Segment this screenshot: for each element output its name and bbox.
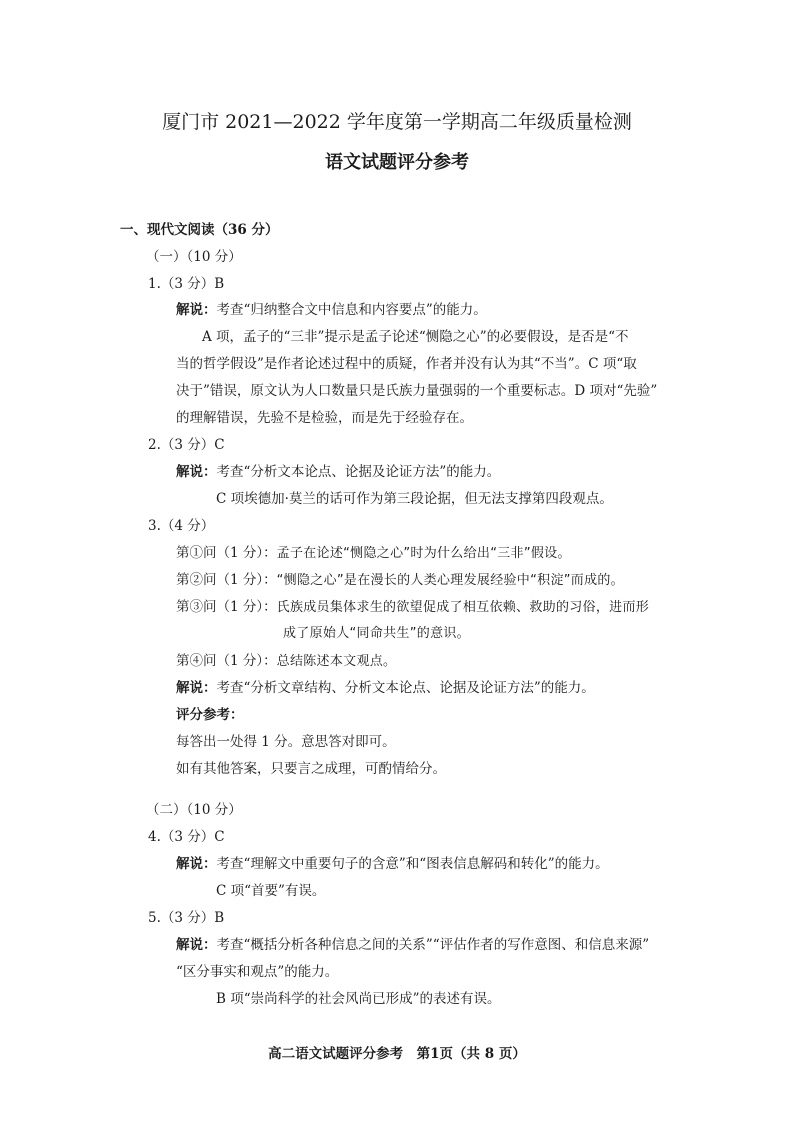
answer-label: 第②问（1 分）： <box>176 572 277 588</box>
score-reference-label: 评分参考： <box>176 707 244 723</box>
score-note: 每答出一处得 1 分。意思答对即可。 <box>176 734 396 750</box>
explanation-text: 考查“概括分析各种信息之间的关系”“评估作者的写作意图、和信息来源” <box>216 937 650 953</box>
page-subtitle: 语文试题评分参考 <box>325 152 469 173</box>
q3-answer-4 <box>176 649 396 669</box>
q4-head: 4.（3 分）C <box>148 829 225 845</box>
q3-head: 3.（4 分） <box>148 518 215 534</box>
q4-explanation <box>176 852 609 872</box>
explanation-label: 解说： <box>176 937 217 953</box>
score-note: 如有其他答案，只要言之成理，可酌情给分。 <box>176 761 446 777</box>
explanation-label: 解说： <box>176 856 217 872</box>
page-footer: 高二语文试题评分参考 第1页（共 8 页） <box>268 1046 526 1062</box>
q1-body-line: A 项，孟子的“三非”提示是孟子论述“恻隐之心”的必要假设，是否是“不 <box>202 329 629 345</box>
answer-label: 第③问（1 分）： <box>176 599 277 615</box>
q3-answer-2 <box>176 568 624 588</box>
q1-explanation <box>176 298 487 318</box>
q1-body-line: 当的哲学假设”是作者论述过程中的质疑，作者并没有认为其“不当”。C 项“取 <box>176 356 637 372</box>
q3-answer-3 <box>176 595 649 615</box>
explanation-label: 解说： <box>176 464 217 480</box>
explanation-label: 解说： <box>176 302 217 318</box>
answer-text: 孟子在论述“恻隐之心”时为什么给出“三非”假设。 <box>276 546 571 561</box>
section-heading: 一、现代文阅读（36 分） <box>120 222 279 238</box>
answer-label: 第④问（1 分）： <box>176 653 277 669</box>
part2-label: （二）（10 分） <box>146 802 242 818</box>
q2-explanation <box>176 460 500 480</box>
explanation-text: 考查“分析文本论点、论据及论证方法”的能力。 <box>216 464 501 480</box>
q4-body: C 项“首要”有误。 <box>216 883 326 899</box>
q2-body: C 项埃德加·莫兰的话可作为第三段论据，但无法支撑第四段观点。 <box>216 491 613 507</box>
q3-answer-3-cont: 成了原始人“同命共生”的意识。 <box>283 626 470 641</box>
answer-text: 总结陈述本文观点。 <box>276 654 397 669</box>
q5-head: 5.（3 分）B <box>148 910 225 926</box>
q1-body-line: 的理解错误，先验不是检验，而是先于经验存在。 <box>176 410 473 426</box>
q1-body-line: 决于”错误，原文认为人口数量只是氏族力量强弱的一个重要标志。D 项对“先验” <box>176 383 658 399</box>
answer-text: 氏族成员集体求生的欲望促成了相互依赖、救助的习俗，进而形 <box>276 600 650 615</box>
q5-explanation <box>176 933 649 953</box>
explanation-text: 考查“理解文中重要句子的含意”和“图表信息解码和转化”的能力。 <box>216 856 609 872</box>
q1-head: 1.（3 分）B <box>148 276 225 292</box>
part1-label: （一）（10 分） <box>146 249 242 265</box>
q5-body: B 项“崇尚科学的社会风尚已形成”的表述有误。 <box>216 991 501 1007</box>
q3-answer-1 <box>176 541 571 561</box>
page-title: 厦门市 2021—2022 学年度第一学期高二年级质量检测 <box>162 111 632 133</box>
explanation-text: 考查“归纳整合文中信息和内容要点”的能力。 <box>216 302 487 318</box>
explanation-label: 解说： <box>176 680 217 696</box>
q3-explanation <box>176 676 595 696</box>
q5-explanation-cont: “区分事实和观点”的能力。 <box>176 964 339 980</box>
q2-head: 2.（3 分）C <box>148 437 225 453</box>
answer-text: “恻隐之心”是在漫长的人类心理发展经验中“积淀”而成的。 <box>276 573 624 588</box>
answer-label: 第①问（1 分）： <box>176 545 277 561</box>
explanation-text: 考查“分析文章结构、分析文本论点、论据及论证方法”的能力。 <box>216 680 595 696</box>
